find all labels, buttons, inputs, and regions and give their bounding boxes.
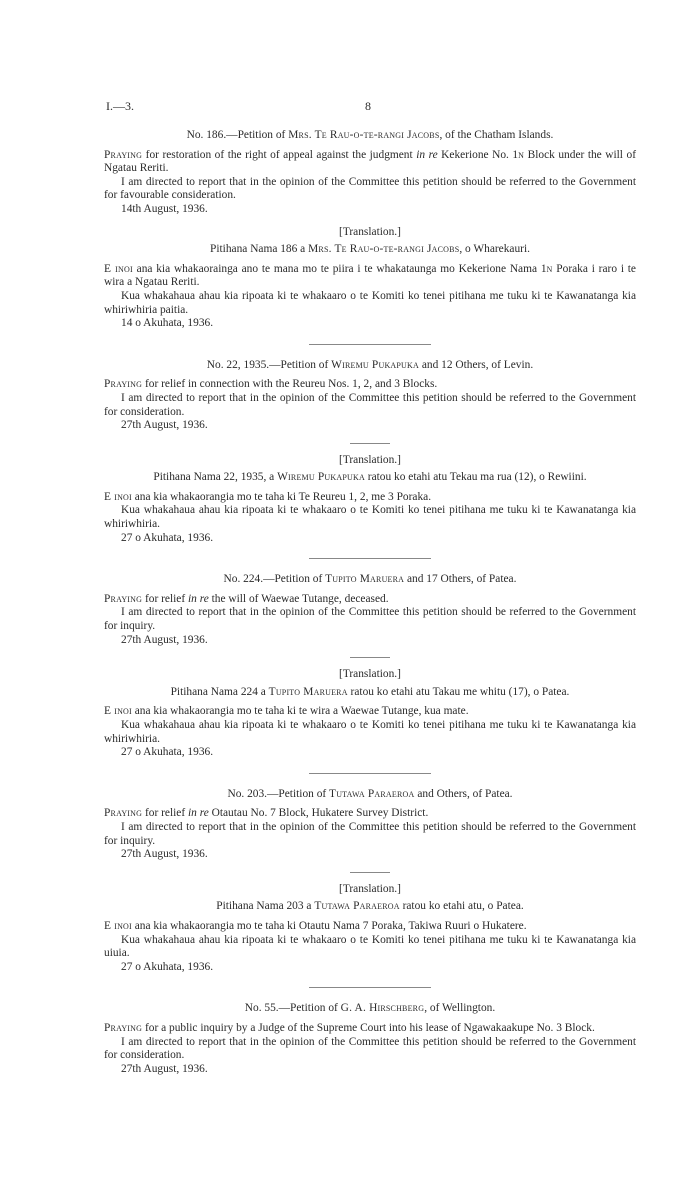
petition-55 [104,1002,636,1076]
translation-label: [Translation.] [339,882,401,895]
translation-heading: Pitihana Nama 224 a Tupito Maruera ratou ko etahi atu Takau me whitu (17), o Patea. [170,685,570,698]
committee-report: I am directed to report that in the opinion of the Committee this petition should be referred to the Government for consideration. [104,1035,636,1062]
page-content [104,129,636,1076]
translation-praying: E inoi ana kia whakaorangia mo te taha ki Otautu Nama 7 Poraka, Takiwa Ruuri o Hukatere. [104,919,527,932]
translation-praying: E inoi ana kia whakaorangia mo te taha ki te wira a Waewae Tutange, kua mate. [104,705,469,718]
document-reference: I.—3. [106,99,134,113]
petitioner-name: G. A. Hirschberg [340,1002,425,1015]
translation-praying: E inoi ana kia whakaorainga ano te mana mo te piira i te whakataunga mo Kekerione Nama 1n Poraka i raro i te wira a Ngatau Reriti. [104,262,636,289]
report-date: 27th August, 1936. [121,419,208,432]
page-number: 8 [365,99,371,113]
petition-heading: No. 186.—Petition of Mrs. Te Rau-o-te-rangi Jacobs, of the Chatham Islands. [186,129,554,141]
translation-divider [350,657,390,658]
translation-label: [Translation.] [339,225,401,238]
translation-heading: Pitihana Nama 203 a Tutawa Paraeroa ratou ko etahi atu, o Patea. [216,900,524,913]
translation-divider [350,872,390,873]
praying-paragraph: Praying for relief in connection with the Reureu Nos. 1, 2, and 3 Blocks. [104,378,438,391]
petition-heading: No. 203.—Petition of Tutawa Paraeroa and Others, of Patea. [227,787,513,800]
page-header [0,100,700,116]
translation-report: Kua whakahaua ahau kia ripoata ki te whakaaro o te Komiti ko tenei pitihana me tuku ki te Kawanatanga kia whiriwhiria. [104,504,636,531]
translation-date: 27 o Akuhata, 1936. [121,531,214,544]
petition-186 [104,129,636,331]
report-date: 14th August, 1936. [121,202,208,215]
translation-date: 27 o Akuhata, 1936. [121,746,214,759]
section-divider [309,987,431,988]
petition-heading: No. 55.—Petition of G. A. Hirschberg, of Wellington. [244,1002,496,1015]
praying-paragraph: Praying for relief in re Otautau No. 7 Block, Hukatere Survey District. [104,807,429,820]
translation-report: Kua whakahaua ahau kia ripoata ki te whakaaro o te Komiti ko tenei pitihana me tuku ki te Kawanatanga kia whiriwhiria. [104,719,636,745]
praying-paragraph: Praying for a public inquiry by a Judge of the Supreme Court into his lease of Ngawakaakupe No. 3 Block. [104,1021,595,1034]
translation-date: 27 o Akuhata, 1936. [121,960,214,973]
translation-divider [350,443,390,444]
petitioner-name: Mrs. Te Rau-o-te-rangi Jacobs [288,129,440,141]
petitioner-name: Wiremu Pukapuka [331,358,419,371]
section-divider [309,773,431,774]
report-date: 27th August, 1936. [121,633,208,646]
report-date: 27th August, 1936. [121,1062,208,1075]
praying-paragraph: Praying for relief in re the will of Waewae Tutange, deceased. [104,592,389,605]
petition-203 [104,788,636,975]
translation-label: [Translation.] [339,668,401,681]
committee-report: I am directed to report that in the opinion of the Committee this petition should be referred to the Government for inquiry. [104,820,636,847]
section-divider [309,558,431,559]
petitioner-name: Tutawa Paraeroa [329,787,415,800]
petition-heading: No. 22, 1935.—Petition of Wiremu Pukapuka and 12 Others, of Levin. [206,358,534,371]
translation-praying: E inoi ana kia whakaorangia mo te taha ki Te Reureu 1, 2, me 3 Poraka. [104,490,432,503]
committee-report: I am directed to report that in the opinion of the Committee this petition should be referred to the Government for consideration. [104,391,636,418]
translation-heading: Pitihana Nama 22, 1935, a Wiremu Pukapuka ratou ko etahi atu Tekau ma rua (12), o Rewiini. [153,471,587,484]
translation-report: Kua whakahaua ahau kia ripoata ki te whakaaro o te Komiti ko tenei pitihana me tuku ki te Kawanatanga kia whiriwhiria paitia. [104,289,636,316]
report-date: 27th August, 1936. [121,848,208,861]
committee-report: I am directed to report that in the opinion of the Committee this petition should be referred to the Government for favourable consideration. [104,175,636,202]
translation-heading: Pitihana Nama 186 a Mrs. Te Rau-o-te-rangi Jacobs, o Wharekauri. [210,243,530,256]
section-divider [309,344,431,345]
translation-label: [Translation.] [339,453,401,466]
translation-date: 14 o Akuhata, 1936. [121,317,214,330]
petition-22 [104,359,636,546]
translation-report: Kua whakahaua ahau kia ripoata ki te whakaaro o te Komiti ko tenei pitihana me tuku ki te Kawanatanga kia uiuia. [104,933,636,960]
petitioner-name: Tupito Maruera [325,573,405,586]
committee-report: I am directed to report that in the opinion of the Committee this petition should be referred to the Government for inquiry. [104,606,636,633]
petition-224 [104,573,636,760]
petition-heading: No. 224.—Petition of Tupito Maruera and 17 Others, of Patea. [223,573,517,586]
praying-paragraph: Praying for restoration of the right of appeal against the judgment in re Kekerione No. 1n Block under the will of Ngatau Reriti. [104,148,636,175]
